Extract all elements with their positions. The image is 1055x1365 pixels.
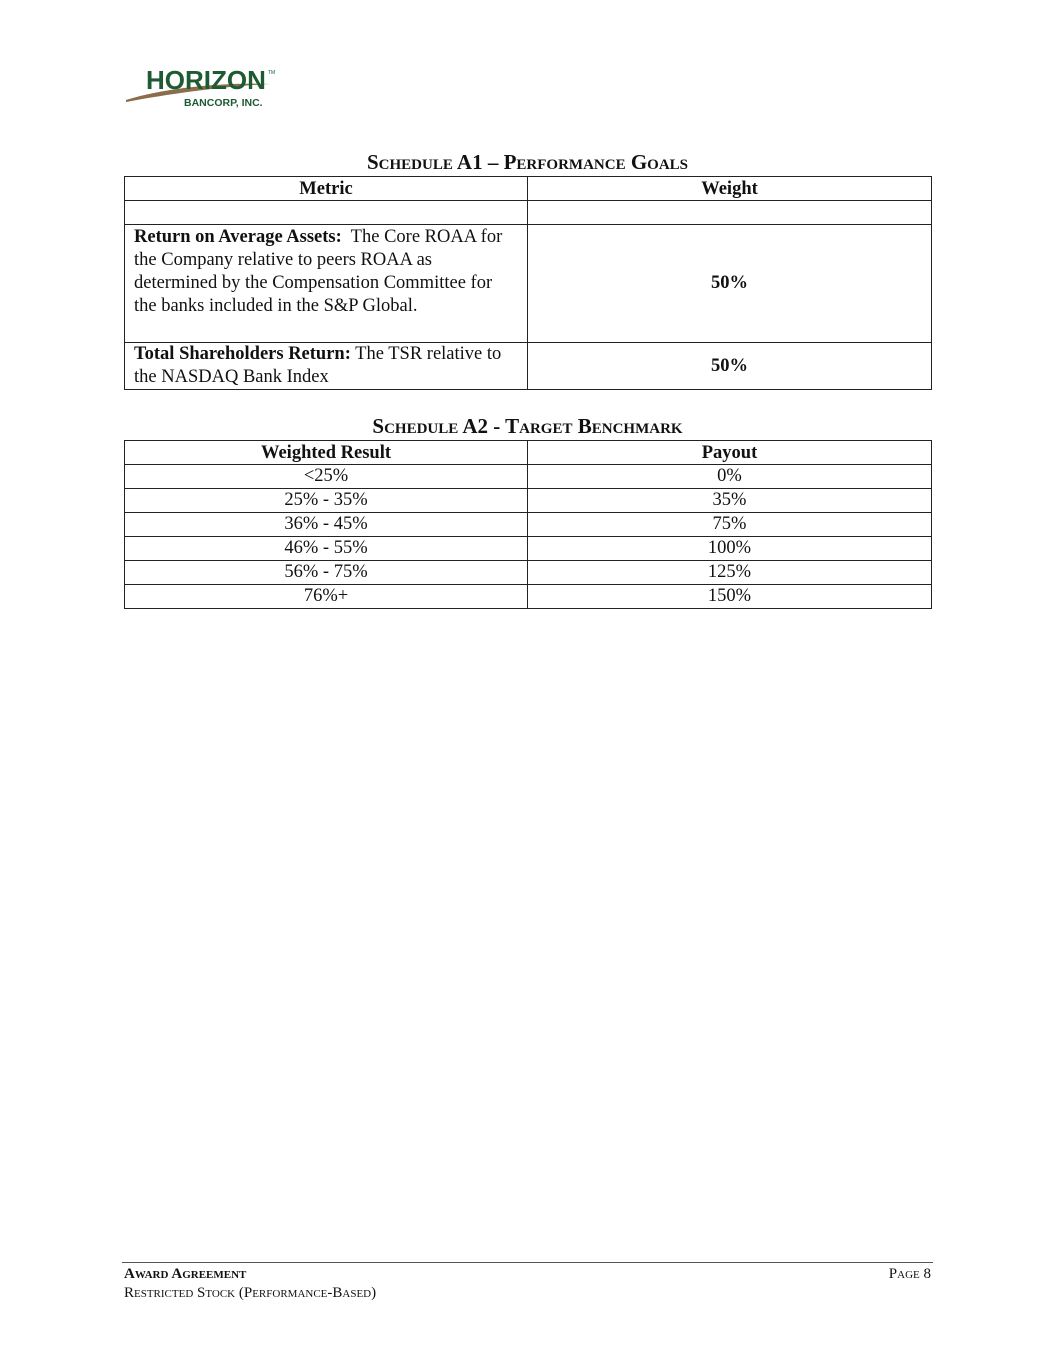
weighted-result-cell: <25% bbox=[125, 465, 528, 489]
payout-cell: 35% bbox=[528, 489, 932, 513]
metric-lead: Total Shareholders Return: bbox=[134, 344, 351, 364]
payout-cell: 125% bbox=[528, 561, 932, 585]
weighted-result-cell: 46% - 55% bbox=[125, 537, 528, 561]
weighted-result-cell: 56% - 75% bbox=[125, 561, 528, 585]
table-row bbox=[125, 343, 932, 390]
table-row bbox=[125, 489, 932, 513]
table-row bbox=[125, 225, 932, 343]
logo-wordmark: HORIZON bbox=[146, 65, 266, 95]
table-row bbox=[125, 513, 932, 537]
empty-row bbox=[125, 201, 932, 225]
footer-document-subtitle: Restricted Stock (Performance-Based) bbox=[124, 1285, 377, 1301]
performance-goals-table bbox=[124, 176, 932, 390]
weighted-result-header: Weighted Result bbox=[125, 441, 528, 465]
target-benchmark-table bbox=[124, 440, 932, 609]
payout-cell: 100% bbox=[528, 537, 932, 561]
footer-page-number: Page 8 bbox=[888, 1266, 931, 1282]
table-row bbox=[125, 585, 932, 609]
payout-cell: 150% bbox=[528, 585, 932, 609]
footer-divider bbox=[122, 1262, 933, 1263]
table-header-row bbox=[125, 177, 932, 201]
table-header-row bbox=[125, 441, 932, 465]
company-logo bbox=[124, 62, 284, 112]
table-row bbox=[125, 465, 932, 489]
metric-description: The TSR relative to the NASDAQ Bank Index bbox=[134, 344, 506, 387]
weight-cell: 50% bbox=[528, 343, 932, 390]
metric-description: The Core ROAA for the Company relative to peers ROAA as determined by the Compensation Committee for the banks included in the S&P Global. bbox=[134, 227, 507, 316]
metric-cell bbox=[125, 225, 528, 343]
payout-cell: 75% bbox=[528, 513, 932, 537]
payout-header: Payout bbox=[528, 441, 932, 465]
table-row bbox=[125, 561, 932, 585]
logo-subtitle: BANCORP, INC. bbox=[184, 97, 263, 109]
weighted-result-cell: 25% - 35% bbox=[125, 489, 528, 513]
logo-trademark: TM bbox=[268, 70, 276, 76]
schedule-a1-title: Schedule A1 – Performance Goals bbox=[366, 150, 689, 174]
footer-document-title: Award Agreement bbox=[124, 1266, 247, 1282]
schedule-a2-title: Schedule A2 - Target Benchmark bbox=[372, 414, 683, 438]
metric-header: Metric bbox=[125, 177, 528, 201]
table-row bbox=[125, 537, 932, 561]
payout-cell: 0% bbox=[528, 465, 932, 489]
weight-header: Weight bbox=[528, 177, 932, 201]
weighted-result-cell: 76%+ bbox=[125, 585, 528, 609]
metric-cell bbox=[125, 343, 528, 390]
metric-lead: Return on Average Assets: bbox=[134, 227, 342, 247]
weighted-result-cell: 36% - 45% bbox=[125, 513, 528, 537]
weight-cell: 50% bbox=[528, 225, 932, 343]
